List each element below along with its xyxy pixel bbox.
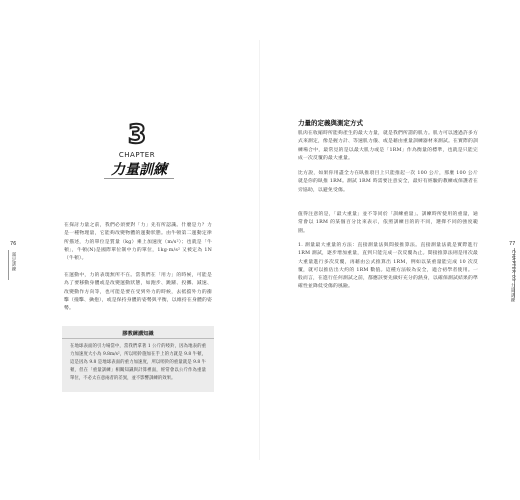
knowledge-box-rule — [62, 338, 214, 339]
chapter-word: CHAPTER — [118, 151, 156, 159]
body-paragraph: 1. 測量最大重量的方法：直接測量法與間接推算法。直接測量法就是實際進行 1RM 測試，逐步增加重量，直到只能完成一次反覆為止。間接推算法則是用次最大重量進行多次反覆，再藉由公式推算出 1RM，例如以某重量能完成 10 次反覆，就可以推估出大約的 1RM 數值。這種方法較為安全，適合初學者使用。一般而言，在進行任何測試之前，都應該要先做好充分的熱身，以確保測試結果的準確性並降低受傷的風險。 — [298, 243, 478, 290]
page-number: 76 — [10, 241, 17, 247]
section-title: 力量的定義與測定方式 — [298, 119, 363, 127]
body-paragraph: 值得注意的是，「最大重量」並不等同於「訓練重量」。訓練時所使用的重量，通常會以 1RM 的某個百分比來表示，依照訓練目的的不同，選擇不同的強度範圍。 — [298, 212, 478, 234]
right-page — [262, 0, 520, 500]
body-paragraph: 肌肉在收縮時所能夠產生的最大力量，就是我們所謂的肌力。肌力可以透過許多方式來測定，像是握力計、等速肌力儀、或是藉由重量訓練器材來測試。在實際的訓練場合中，最常見的是以最大肌力或是「1RM」作為衡量的標準，也就是只能完成一次反覆的最大重量。 — [298, 131, 478, 161]
chapter-number: 3 — [127, 120, 147, 150]
side-tab-label: CHAPTER 03 力量訓練 — [510, 250, 515, 303]
gutter — [259, 40, 260, 460]
page-number: 77 — [509, 241, 516, 247]
body-paragraph: 比方說，如果你用盡全力在臥推項目上只能推起一次 100 公斤，那麼 100 公斤就是你的臥推 1RM。測試 1RM 時需要注意安全，最好有經驗的教練或保護者在旁協助，以避免受傷。 — [298, 171, 478, 193]
knowledge-box-title: 膠教練講知識 — [122, 331, 154, 337]
body-paragraph: 在探討力量之前，我們必須要對「力」先有所認識。什麼是力？力是一種物理量，它能夠改變物體的運動狀態。由牛頓第二運動定律所描述，力的單位是質量（kg）乘上加速度（m/s²）；也就是「牛頓」，牛頓(N)是國際單位制中力的單位，1kg·m/s² 又被定為 1N（牛頓）。 — [64, 223, 212, 262]
left-page — [0, 0, 258, 500]
knowledge-box-text: 在地球表面的引力場當中，當我們拿著 1 公斤的啞鈴，因為地表的重力加速度大小為 9.8m/s²，所以啞鈴施加在手上的力就是 9.8 牛頓，這是因為 9.8 是地球表面的重力加速度，所以啞鈴的重量就是 9.8 牛頓，但在「重量訓練」相關知識與計算裡面，經常會以公斤作為重量單位，不必太在意兩者的差異，並不影響訓練的效果。 — [70, 344, 206, 381]
knowledge-box — [62, 326, 214, 392]
side-tab-bar — [8, 250, 9, 280]
title-rule — [104, 178, 174, 179]
chapter-title: 力量訓練 — [111, 162, 167, 178]
body-paragraph: 在運動中，力的表現無所不在。當我們在「用力」的時候，可能是為了要移動身體或是改變運動狀態，如跑步、跳躍、投擲、減速、改變動作方向等，也可能是要在受到外力的時候，去抵擋外力的衝擊（撞擊、擒抱），或是保持身體的姿勢與平衡，以維持在身體的姿勢。 — [64, 273, 212, 312]
side-tab-label: 滿足訓練 — [11, 252, 16, 272]
